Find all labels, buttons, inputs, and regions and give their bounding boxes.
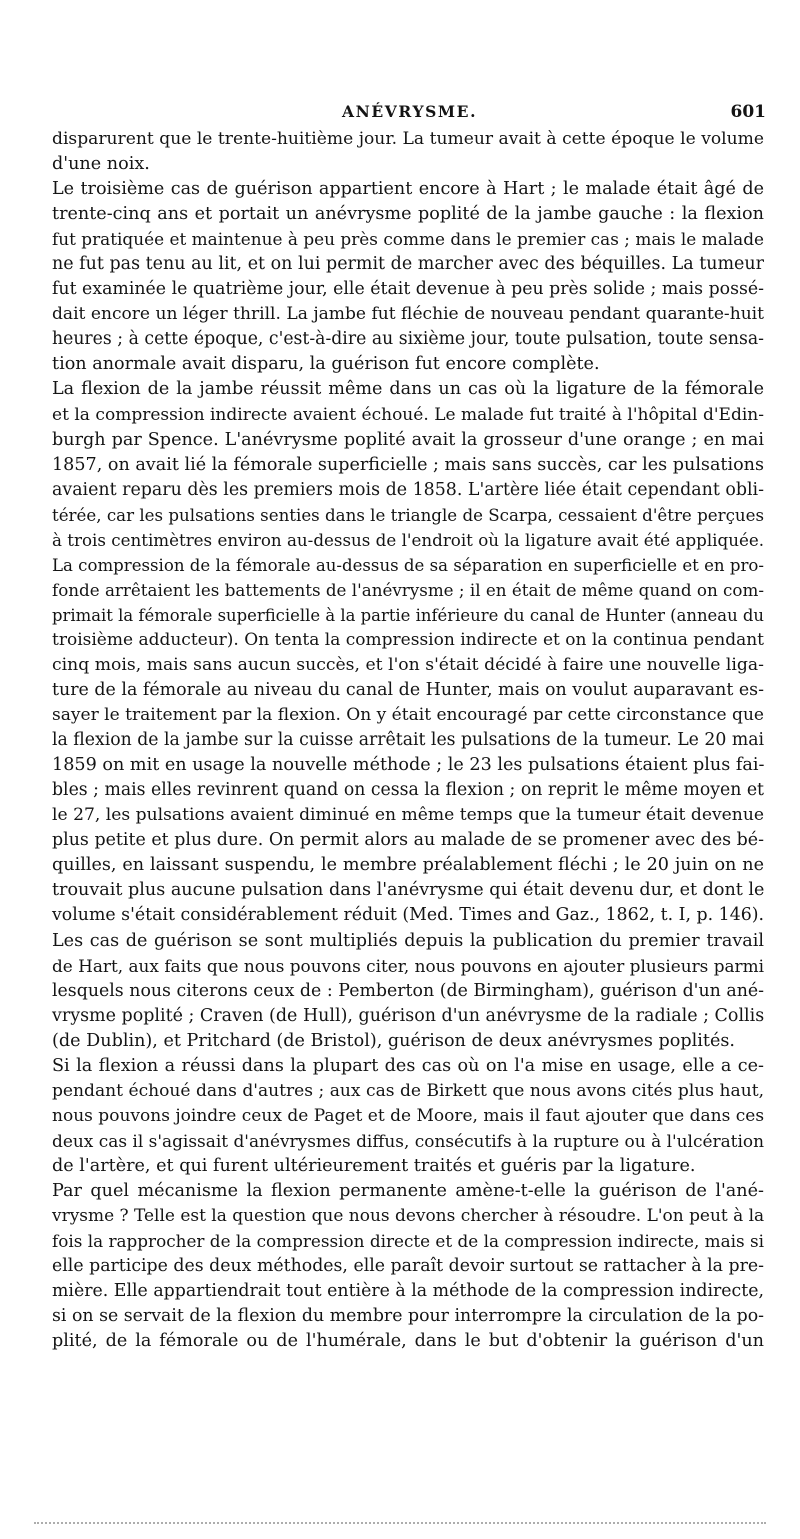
running-head	[0, 102, 800, 126]
text-line: fois la rapprocher de la compression directe et de la compression indirecte, mais si	[52, 1231, 764, 1252]
text-line: de l'artère, et qui furent ultérieurement traités et guéris par la ligature.	[52, 1155, 696, 1176]
paragraph-mechanism	[52, 1179, 764, 1354]
text-line: et la compression indirecte avaient échoué. Le malade fut traité à l'hôpital d'Edin-	[52, 404, 764, 425]
text-line: tion anormale avait disparu, la guérison fut encore complète.	[52, 354, 600, 375]
text-line: troisième adducteur). On tenta la compression indirecte et on la continua pendant	[52, 629, 764, 650]
text-line: la flexion de la jambe sur la cuisse arrêtait les pulsations de la tumeur. Le 20 mai	[52, 730, 764, 751]
text-line: plus petite et plus dure. On permit alors au malade de se promener avec des bé-	[52, 830, 764, 851]
text-line: Si la flexion a réussi dans la plupart des cas où on l'a mise en usage, elle a ce-	[52, 1055, 764, 1076]
text-line: à trois centimètres environ au-dessus de l'endroit où la ligature avait été appliquée.	[52, 529, 764, 550]
running-title: ANÉVRYSME.	[342, 102, 478, 121]
text-line: de Hart, aux faits que nous pouvons citer, nous pouvons en ajouter plusieurs parmi	[52, 955, 764, 976]
text-line: plité, de la fémorale ou de l'humérale, dans le but d'obtenir la guérison d'un	[52, 1331, 764, 1352]
text-line: mière. Elle appartiendrait tout entière à la méthode de la compression indirecte,	[52, 1281, 764, 1302]
text-line: Le troisième cas de guérison appartient encore à Hart ; le malade était âgé de	[52, 179, 764, 200]
paragraph-continuation	[52, 127, 764, 177]
text-line: trouvait plus aucune pulsation dans l'anévrysme qui était devenu dur, et dont le	[52, 880, 765, 901]
text-line: bles ; mais elles revinrent quand on cessa la flexion ; on reprit le même moyen et	[52, 780, 764, 801]
text-line: heures ; à cette époque, c'est-à-dire au sixième jour, toute pulsation, toute sensa-	[52, 329, 764, 350]
paragraph-multiplied-cases	[52, 929, 764, 1054]
text-line: fut pratiquée et maintenue à peu près comme dans le premier cas ; mais le malade	[52, 229, 764, 250]
text-line: ne fut pas tenu au lit, et on lui permit de marcher avec des béquilles. La tumeur	[52, 254, 764, 275]
text-line: burgh par Spence. L'anévrysme poplité avait la grosseur d'une orange ; en mai	[52, 429, 764, 450]
paragraph-failures	[52, 1054, 764, 1179]
text-line: lesquels nous citerons ceux de : Pemberton (de Birmingham), guérison d'un ané-	[52, 980, 764, 1001]
body-text	[52, 127, 764, 1354]
paragraph-spence-case	[52, 377, 764, 928]
text-line: La compression de la fémorale au-dessus de sa séparation en superficielle et en pro-	[52, 555, 764, 575]
text-line: quilles, en laissant suspendu, le membre préalablement fléchi ; le 20 juin on ne	[52, 855, 764, 876]
text-line: deux cas il s'agissait d'anévrysmes diffus, consécutifs à la rupture ou à l'ulcération	[52, 1130, 764, 1151]
text-line: volume s'était considérablement réduit (Med. Times and Gaz., 1862, t. I, p. 146).	[52, 905, 765, 926]
text-line: dait encore un léger thrill. La jambe fut fléchie de nouveau pendant quarante-huit	[52, 304, 764, 325]
text-line: si on se servait de la flexion du membre pour interrompre la circulation de la po-	[52, 1306, 764, 1327]
text-line: pendant échoué dans d'autres ; aux cas de Birkett que nous avons cités plus haut,	[52, 1080, 764, 1101]
bottom-print-artifact	[34, 1522, 766, 1524]
text-line: fonde arrêtaient les battements de l'anévrysme ; il en était de même quand on com-	[52, 579, 764, 600]
text-line: 1857, on avait lié la fémorale superficielle ; mais sans succès, car les pulsations	[52, 454, 764, 475]
text-line: La flexion de la jambe réussit même dans un cas où la ligature de la fémorale	[52, 379, 764, 400]
text-line: trente-cinq ans et portait un anévrysme poplité de la jambe gauche : la flexion	[52, 204, 764, 225]
text-line: nous pouvons joindre ceux de Paget et de Moore, mais il faut ajouter que dans ces	[52, 1105, 765, 1126]
text-line: sayer le traitement par la flexion. On y était encouragé par cette circonstance que	[52, 705, 764, 726]
text-line: ture de la fémorale au niveau du canal de Hunter, mais on voulut auparavant es-	[52, 680, 764, 701]
text-line: Les cas de guérison se sont multipliés depuis la publication du premier travail	[52, 930, 764, 951]
text-line: cinq mois, mais sans aucun succès, et l'on s'était décidé à faire une nouvelle liga-	[52, 654, 764, 675]
text-line: avaient reparu dès les premiers mois de 1858. L'artère liée était cependant obli-	[52, 479, 764, 500]
text-line: primait la fémorale superficielle à la partie inférieure du canal de Hunter (anneau du	[52, 605, 764, 625]
text-line: vrysme ? Telle est la question que nous devons chercher à résoudre. L'on peut à la	[52, 1206, 765, 1227]
text-line: vrysme poplité ; Craven (de Hull), guérison d'un anévrysme de la radiale ; Collis	[52, 1005, 765, 1026]
text-line: (de Dublin), et Pritchard (de Bristol), guérison de deux anévrysmes poplités.	[52, 1030, 736, 1051]
page-number: 601	[730, 102, 766, 122]
text-line: fut examinée le quatrième jour, elle était devenue à peu près solide ; mais possé-	[52, 279, 764, 300]
text-line: Par quel mécanisme la flexion permanente amène-t-elle la guérison de l'ané-	[52, 1180, 764, 1201]
text-line: elle participe des deux méthodes, elle paraît devoir surtout se rattacher à la pre-	[52, 1256, 765, 1277]
text-line: térée, car les pulsations senties dans le triangle de Scarpa, cessaient d'être perçues	[52, 505, 765, 525]
text-line: d'une noix.	[52, 154, 150, 175]
text-line: le 27, les pulsations avaient diminué en même temps que la tumeur était devenue	[52, 805, 764, 826]
text-line: 1859 on mit en usage la nouvelle méthode ; le 23 les pulsations étaient plus fai-	[52, 755, 765, 776]
paragraph-third-case	[52, 177, 764, 377]
text-line: disparurent que le trente-huitième jour. La tumeur avait à cette époque le volume	[52, 129, 764, 149]
